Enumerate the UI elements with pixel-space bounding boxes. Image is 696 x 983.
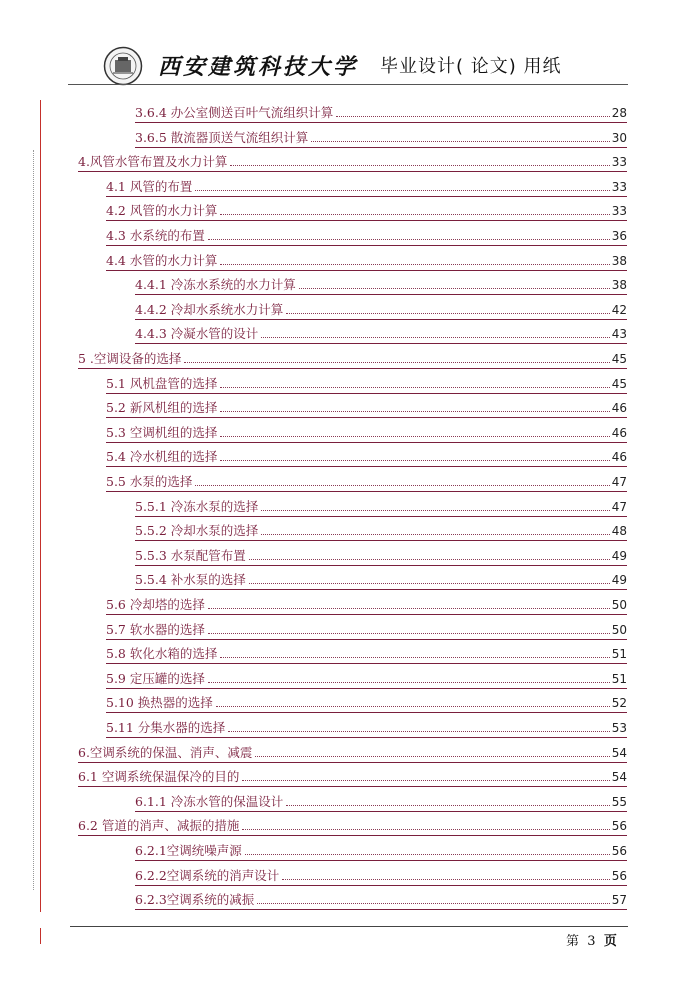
toc-entry-page: 56 <box>611 819 627 834</box>
toc-entry-page: 45 <box>611 376 627 391</box>
toc-entry-page: 51 <box>611 671 627 686</box>
toc-leader-dots <box>261 337 609 338</box>
toc-entry-underline <box>106 712 627 713</box>
toc-entry-title: 3.6.5 散流器顶送气流组织计算 <box>135 129 309 145</box>
toc-entry-title: 5 .空调设备的选择 <box>78 351 182 366</box>
toc-entry-page: 43 <box>611 327 627 342</box>
toc-entry-page: 49 <box>611 548 627 563</box>
toc-entry-underline <box>135 811 627 812</box>
toc-entry-page: 56 <box>611 844 627 858</box>
footer-margin-mark <box>40 928 41 944</box>
toc-entry[interactable] <box>106 199 627 219</box>
toc-entry-title: 5.4 冷水机组的选择 <box>106 449 218 465</box>
toc-entry-title: 4.1 风管的布置 <box>106 178 193 194</box>
toc-entry-title: 6.2.1空调统噪声源 <box>135 843 242 858</box>
toc-entry-underline <box>106 491 627 492</box>
toc-entry-underline <box>106 688 627 689</box>
toc-leader-dots <box>261 510 609 511</box>
toc-entry[interactable] <box>78 765 627 785</box>
toc-entry-title: 3.6.4 办公室侧送百叶气流组织计算 <box>135 105 334 120</box>
toc-leader-dots <box>255 756 609 757</box>
footer-divider <box>70 926 628 927</box>
toc-leader-dots <box>208 239 610 240</box>
toc-entry[interactable] <box>135 568 627 588</box>
toc-entry[interactable] <box>135 322 627 342</box>
toc-entry-underline <box>135 343 627 344</box>
toc-leader-dots <box>282 879 609 880</box>
toc-entry[interactable] <box>106 470 627 490</box>
toc-entry-page: 38 <box>611 278 627 293</box>
toc-leader-dots <box>311 141 609 142</box>
toc-entry[interactable] <box>135 519 627 539</box>
toc-entry-title: 5.5.1 冷冻水泵的选择 <box>135 498 259 514</box>
toc-entry-title: 6.1 空调系统保温保冷的目的 <box>78 769 240 785</box>
toc-entry-title: 4.3 水系统的布置 <box>106 228 205 243</box>
toc-entry-underline <box>106 442 627 443</box>
toc-entry-underline <box>135 294 627 295</box>
toc-entry-underline <box>106 393 627 394</box>
toc-entry-underline <box>78 835 627 836</box>
toc-entry-page: 33 <box>611 204 627 219</box>
toc-entry[interactable] <box>106 249 627 269</box>
toc-leader-dots <box>245 854 610 855</box>
toc-entry-title: 5.5.2 冷却水泵的选择 <box>135 523 259 539</box>
toc-entry[interactable] <box>106 372 627 392</box>
toc-leader-dots <box>228 731 609 732</box>
toc-entry-underline <box>135 860 627 861</box>
toc-leader-dots <box>220 214 609 215</box>
toc-leader-dots <box>286 313 609 314</box>
header-divider <box>68 84 628 85</box>
toc-entry-underline <box>78 786 627 787</box>
toc-entry[interactable] <box>106 716 627 736</box>
toc-leader-dots <box>257 903 609 904</box>
toc-entry[interactable] <box>106 593 627 613</box>
toc-entry-page: 36 <box>611 229 627 243</box>
binding-dotted-line <box>33 150 34 890</box>
toc-entry-underline <box>106 196 627 197</box>
toc-entry[interactable] <box>106 642 627 662</box>
toc-leader-dots <box>220 460 609 461</box>
toc-entry-page: 50 <box>611 622 627 637</box>
toc-entry-page: 53 <box>611 721 627 735</box>
toc-entry-page: 49 <box>611 573 627 588</box>
toc-entry-title: 5.5 水泵的选择 <box>106 474 193 489</box>
toc-entry-title: 5.6 冷却塔的选择 <box>106 597 205 612</box>
toc-entry-page: 47 <box>611 499 627 514</box>
toc-entry[interactable] <box>106 618 627 638</box>
toc-entry-title: 5.2 新风机组的选择 <box>106 400 218 416</box>
toc-leader-dots <box>242 829 609 830</box>
toc-entry-page: 45 <box>611 352 627 366</box>
toc-entry[interactable] <box>135 790 627 810</box>
toc-entry[interactable] <box>106 445 627 465</box>
toc-entry-title: 6.1.1 冷冻水管的保温设计 <box>135 793 284 809</box>
toc-entry-underline <box>106 614 627 615</box>
toc-entry-title: 4.4.3 冷凝水管的设计 <box>135 326 259 342</box>
toc-entry-page: 47 <box>611 475 627 489</box>
toc-entry[interactable] <box>78 814 627 834</box>
toc-entry[interactable] <box>135 101 627 121</box>
toc-entry-title: 5.3 空调机组的选择 <box>106 424 218 440</box>
toc-entry[interactable] <box>135 273 627 293</box>
toc-leader-dots <box>261 534 609 535</box>
toc-entry[interactable] <box>135 888 627 908</box>
toc-entry-title: 4.4.2 冷却水系统水力计算 <box>135 301 284 317</box>
toc-entry-page: 30 <box>611 130 627 145</box>
toc-entry-page: 51 <box>611 647 627 662</box>
toc-entry-page: 57 <box>611 893 627 908</box>
toc-leader-dots <box>230 165 609 166</box>
toc-leader-dots <box>208 633 610 634</box>
toc-entry-underline <box>106 417 627 418</box>
toc-leader-dots <box>336 116 609 117</box>
toc-leader-dots <box>220 411 609 412</box>
toc-entry[interactable] <box>106 691 627 711</box>
toc-entry-underline <box>106 639 627 640</box>
toc-entry[interactable] <box>135 839 627 859</box>
toc-entry-underline <box>135 589 627 590</box>
toc-entry-underline <box>106 663 627 664</box>
toc-entry-title: 6.2 管道的消声、减振的措施 <box>78 818 240 834</box>
toc-entry-title: 5.11 分集水器的选择 <box>106 720 226 735</box>
toc-entry[interactable] <box>135 298 627 318</box>
toc-entry-title: 5.7 软水器的选择 <box>106 621 205 637</box>
toc-entry[interactable] <box>135 495 627 515</box>
toc-entry[interactable] <box>78 347 627 367</box>
paper-title: 毕业设计( 论文) 用纸 <box>380 56 562 77</box>
toc-entry-page: 38 <box>611 253 627 268</box>
toc-leader-dots <box>195 190 609 191</box>
toc-entry-page: 46 <box>611 450 627 465</box>
toc-entry-page: 46 <box>611 401 627 416</box>
toc-leader-dots <box>286 805 609 806</box>
university-name: 西安建筑科技大学 <box>158 54 359 80</box>
toc-entry-title: 5.10 换热器的选择 <box>106 695 213 711</box>
toc-entry-underline <box>78 368 627 369</box>
left-margin-line <box>40 100 41 912</box>
toc-leader-dots <box>249 583 610 584</box>
toc-entry[interactable] <box>106 224 627 244</box>
toc-entry[interactable] <box>78 150 627 170</box>
page-suffix: 页 <box>603 934 617 949</box>
toc-entry-underline <box>135 122 627 123</box>
toc-entry-title: 6.空调系统的保温、消声、减震 <box>78 744 253 760</box>
toc-entry-title: 5.1 风机盘管的选择 <box>106 375 218 391</box>
toc-leader-dots <box>220 387 609 388</box>
toc-entry-underline <box>78 171 627 172</box>
toc-leader-dots <box>195 485 609 486</box>
toc-entry-title: 5.5.3 水泵配管布置 <box>135 547 246 563</box>
toc-entry-page: 33 <box>611 179 627 194</box>
toc-entry-underline <box>135 516 627 517</box>
toc-entry[interactable] <box>78 741 627 761</box>
toc-entry-underline <box>135 909 627 910</box>
toc-leader-dots <box>220 657 609 658</box>
toc-entry[interactable] <box>135 544 627 564</box>
toc-entry-title: 4.风管水管布置及水力计算 <box>78 154 228 170</box>
toc-entry-page: 54 <box>611 770 627 785</box>
toc-entry-page: 33 <box>611 155 627 170</box>
university-seal-logo <box>103 46 143 86</box>
toc-leader-dots <box>208 682 610 683</box>
toc-entry[interactable] <box>106 396 627 416</box>
toc-entry[interactable] <box>106 175 627 195</box>
toc-leader-dots <box>184 362 609 363</box>
toc-leader-dots <box>299 288 610 289</box>
toc-entry-page: 46 <box>611 425 627 440</box>
toc-entry[interactable] <box>106 667 627 687</box>
toc-leader-dots <box>249 559 610 560</box>
toc-entry-underline <box>78 762 627 763</box>
toc-entry-underline <box>106 737 627 738</box>
toc-entry-title: 4.2 风管的水力计算 <box>106 203 218 219</box>
toc-entry-title: 4.4 水管的水力计算 <box>106 252 218 268</box>
toc-leader-dots <box>220 436 609 437</box>
page-number <box>566 930 617 949</box>
page-prefix: 第 <box>566 934 580 949</box>
toc-entry[interactable] <box>135 864 627 884</box>
toc-entry-underline <box>135 319 627 320</box>
toc-entry-underline <box>106 245 627 246</box>
toc-entry-page: 42 <box>611 302 627 317</box>
toc-entry-page: 52 <box>611 696 627 711</box>
toc-leader-dots <box>220 264 609 265</box>
toc-entry[interactable] <box>135 126 627 146</box>
toc-entry[interactable] <box>106 421 627 441</box>
toc-leader-dots <box>216 706 610 707</box>
toc-entry-title: 6.2.2空调系统的消声设计 <box>135 867 280 883</box>
toc-entry-page: 48 <box>611 524 627 539</box>
toc-entry-title: 5.5.4 补水泵的选择 <box>135 572 246 588</box>
toc-entry-title: 4.4.1 冷冻水系统的水力计算 <box>135 277 296 293</box>
toc-entry-underline <box>106 466 627 467</box>
page-number-value: 3 <box>587 934 596 949</box>
toc-leader-dots <box>242 780 609 781</box>
toc-entry-page: 54 <box>611 745 627 760</box>
toc-entry-underline <box>106 220 627 221</box>
toc-entry-title: 5.8 软化水箱的选择 <box>106 646 218 662</box>
toc-entry-title: 5.9 定压罐的选择 <box>106 670 205 686</box>
toc-entry-page: 55 <box>611 794 627 809</box>
toc-entry-underline <box>135 885 627 886</box>
toc-entry-underline <box>135 540 627 541</box>
toc-entry-page: 50 <box>611 598 627 612</box>
toc-leader-dots <box>208 608 610 609</box>
toc-entry-underline <box>135 147 627 148</box>
toc-entry-underline <box>106 270 627 271</box>
toc-entry-page: 28 <box>611 106 627 120</box>
toc-entry-page: 56 <box>611 868 627 883</box>
toc-entry-underline <box>135 565 627 566</box>
toc-entry-title: 6.2.3空调系统的减振 <box>135 892 255 908</box>
